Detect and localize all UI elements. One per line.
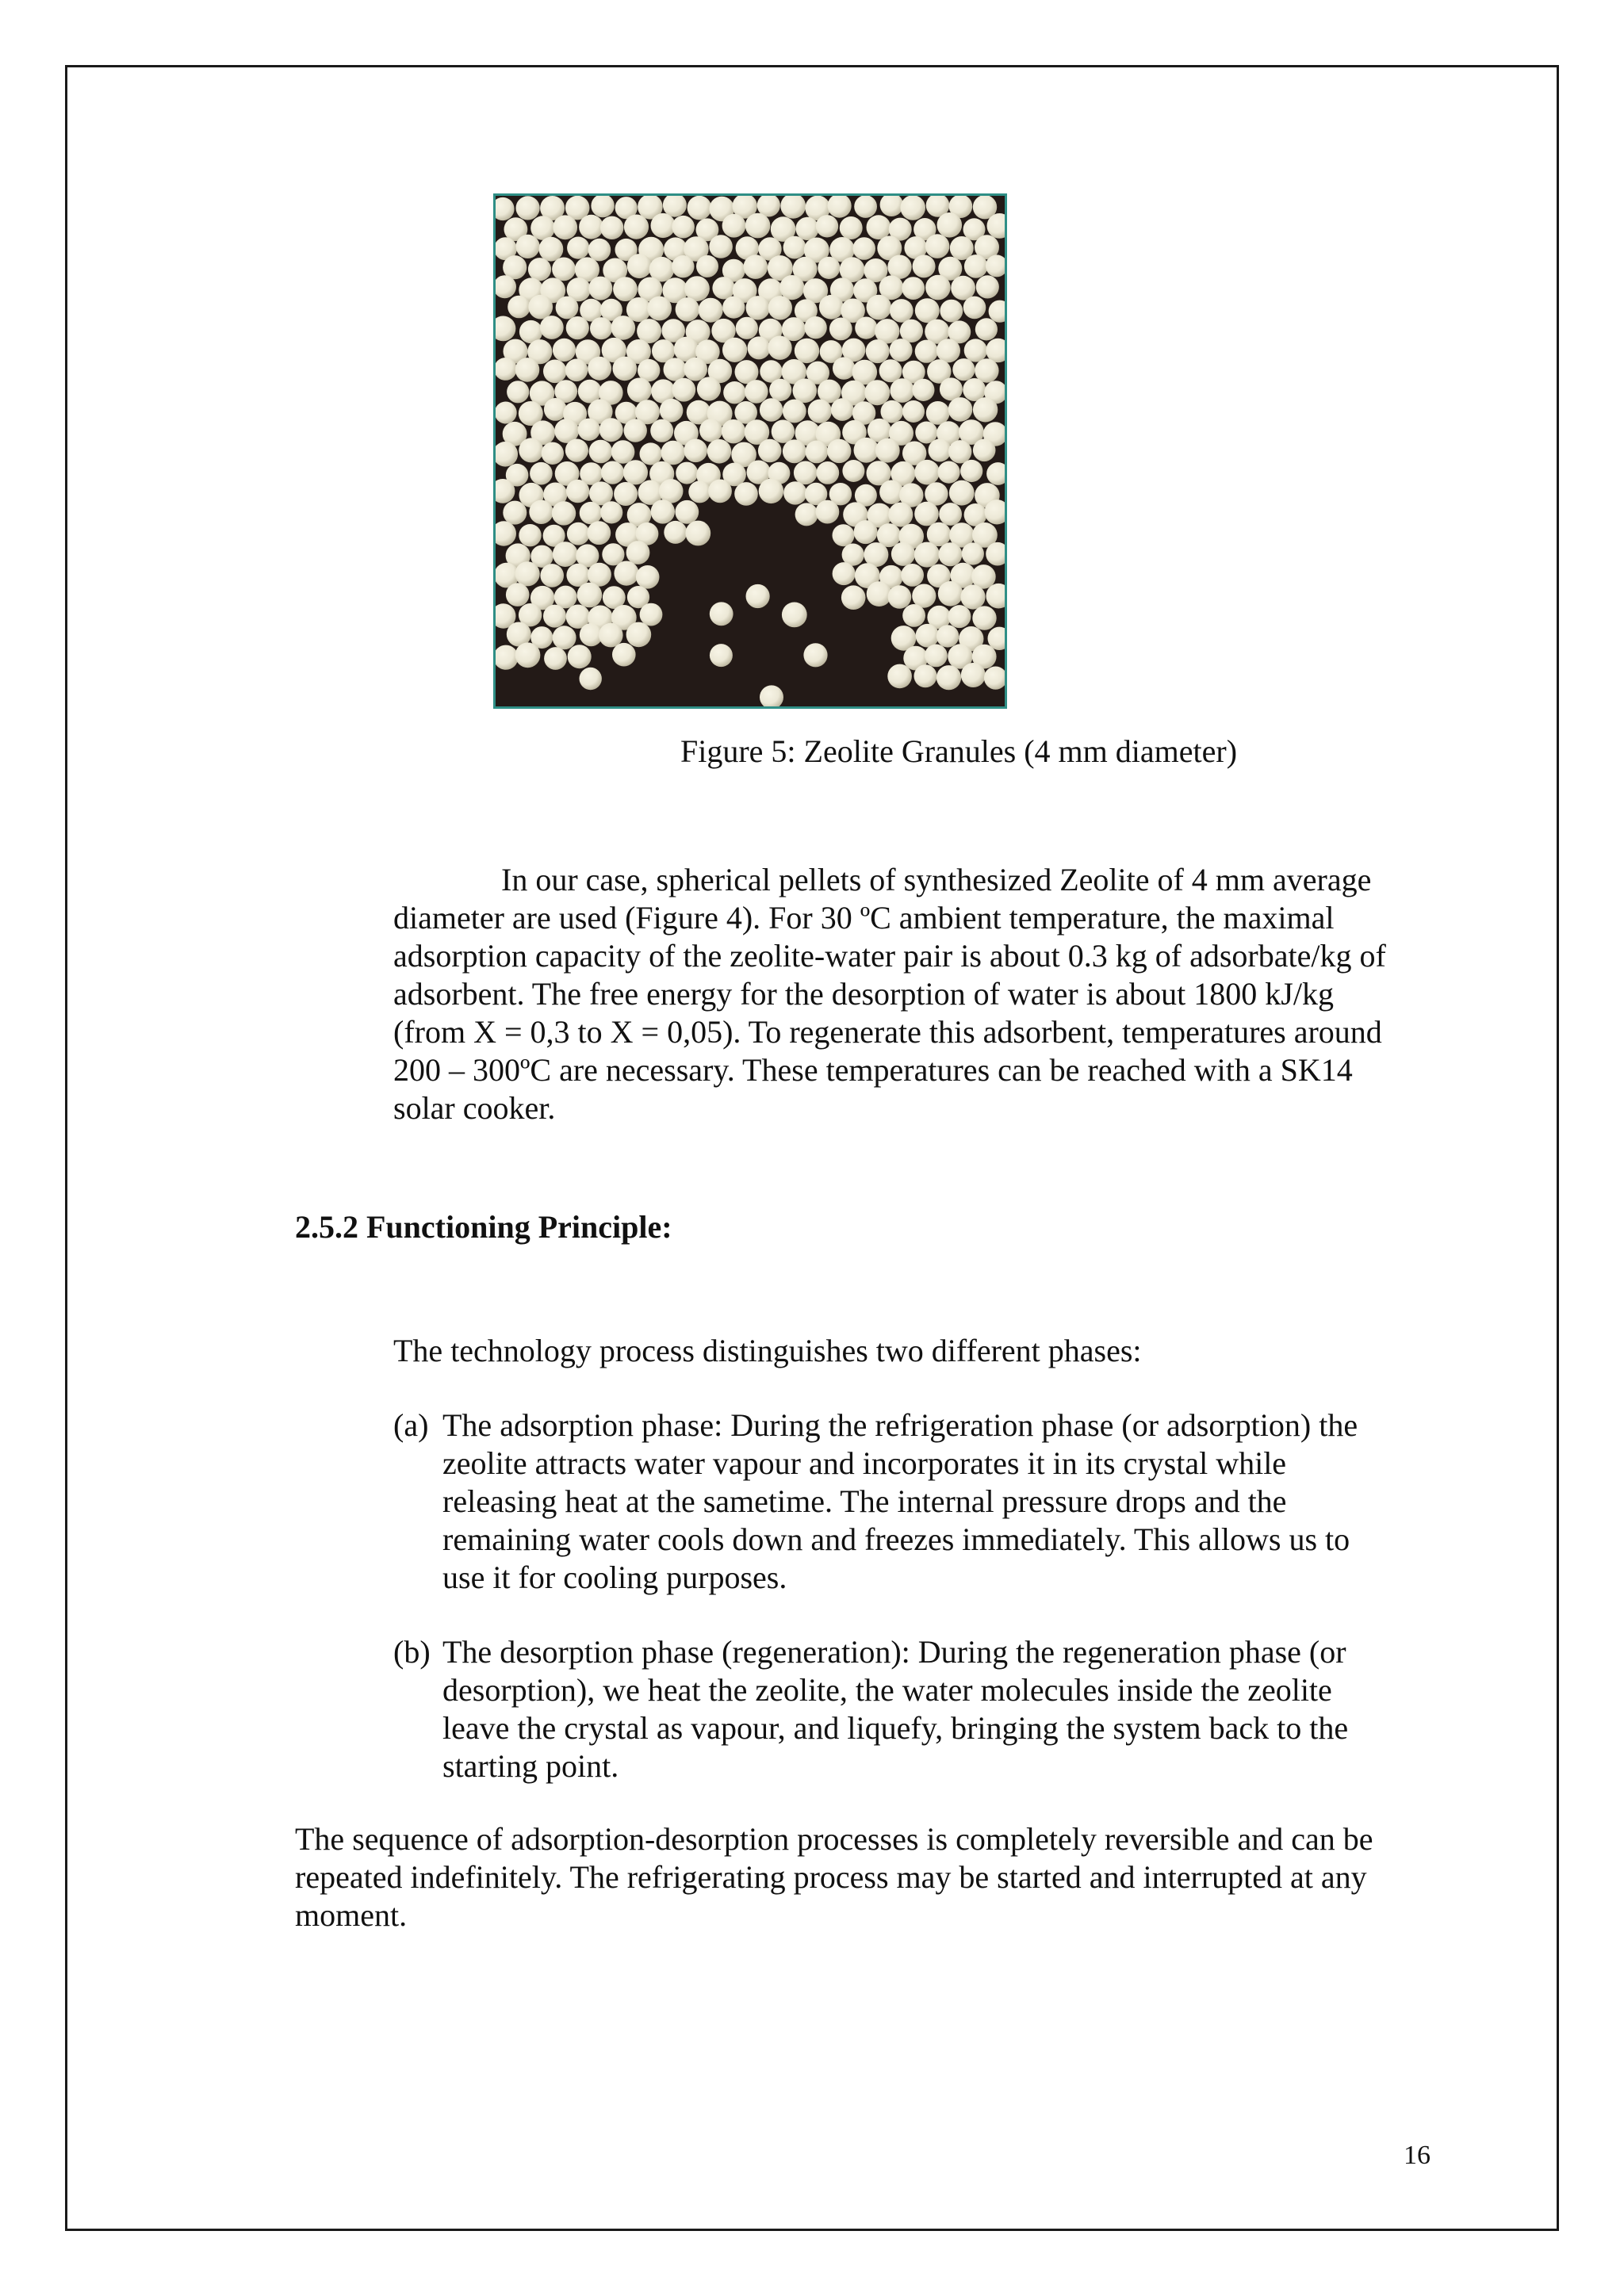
zeolite-granule	[516, 235, 540, 258]
zeolite-granule	[803, 643, 827, 667]
zeolite-granule	[973, 439, 996, 462]
zeolite-granule	[613, 277, 638, 301]
zeolite-granule	[975, 318, 998, 340]
list-item-adsorption	[393, 1406, 1440, 1597]
zeolite-granule	[699, 298, 723, 323]
paragraph-line: diameter are used (Figure 4). For 30 ºC ambient temperature, the maximal	[393, 900, 1335, 936]
zeolite-granule	[746, 584, 770, 608]
zeolite-granule	[640, 442, 662, 465]
list-item-line: remaining water cools down and freezes immediately. This allows us to	[442, 1521, 1350, 1557]
zeolite-granule	[664, 358, 687, 381]
zeolite-granule	[553, 339, 576, 362]
zeolite-granule	[867, 295, 892, 320]
zeolite-granule	[660, 399, 684, 423]
zeolite-granule	[661, 441, 686, 465]
zeolite-granule	[544, 398, 567, 421]
zeolite-granule	[530, 462, 553, 485]
zeolite-granule	[840, 216, 863, 239]
zeolite-granule	[852, 237, 875, 260]
zeolite-granule	[936, 665, 961, 690]
zeolite-granule	[552, 501, 576, 525]
zeolite-granule	[890, 378, 914, 403]
paragraph-line: (from X = 0,3 to X = 0,05). To regenerate this adsorbent, temperatures around	[393, 1014, 1382, 1050]
zeolite-granule	[659, 479, 684, 503]
zeolite-granule	[723, 381, 745, 404]
zeolite-granule	[590, 317, 612, 339]
zeolite-granule	[938, 581, 963, 607]
zeolite-granule	[708, 480, 732, 503]
zeolite-granule	[540, 564, 564, 587]
zeolite-granule	[816, 500, 840, 524]
zeolite-granule	[888, 585, 912, 609]
zeolite-granule	[612, 643, 636, 667]
page-number: 16	[1404, 2141, 1431, 2170]
zeolite-granule	[589, 440, 613, 464]
zeolite-granule	[794, 461, 818, 485]
zeolite-granule	[925, 234, 950, 258]
zeolite-granule	[611, 440, 635, 464]
zeolite-granule	[964, 339, 987, 362]
zeolite-granule	[539, 237, 564, 262]
zeolite-granule	[805, 441, 828, 464]
zeolite-granule	[599, 418, 623, 442]
zeolite-granule	[949, 480, 975, 506]
zeolite-granule	[783, 400, 806, 423]
zeolite-granule	[964, 254, 988, 278]
zeolite-granule	[936, 339, 960, 362]
paragraph-line: repeated indefinitely. The refrigerating process may be started and interrupted at any	[295, 1859, 1367, 1895]
zeolite-granule	[816, 461, 839, 484]
zeolite-granule	[829, 318, 852, 341]
zeolite-granule	[833, 357, 855, 379]
zeolite-granule	[528, 258, 551, 281]
zeolite-granule	[940, 377, 963, 400]
zeolite-granule	[601, 461, 624, 484]
zeolite-granule	[651, 499, 675, 523]
zeolite-granule	[529, 500, 553, 524]
zeolite-granule	[699, 419, 722, 442]
zeolite-granule	[929, 439, 952, 462]
zeolite-granule	[948, 397, 973, 422]
zeolite-granule	[508, 296, 530, 319]
zeolite-granule	[913, 254, 936, 277]
zeolite-granule	[902, 604, 925, 627]
zeolite-granule	[516, 196, 540, 220]
zeolite-granule	[925, 645, 948, 668]
zeolite-granule	[647, 297, 672, 321]
list-item-line: desorption), we heat the zeolite, the water molecules inside the zeolite	[442, 1672, 1332, 1708]
zeolite-granule	[578, 419, 600, 441]
zeolite-granule	[528, 295, 553, 320]
zeolite-granule	[745, 213, 771, 239]
zeolite-granule	[804, 316, 826, 339]
zeolite-granule	[515, 561, 540, 586]
zeolite-granule	[976, 275, 999, 298]
zeolite-granule	[506, 583, 530, 607]
zeolite-granule	[684, 439, 707, 463]
zeolite-granule	[948, 605, 971, 628]
paragraph-line: In our case, spherical pellets of synthesized Zeolite of 4 mm average	[501, 862, 1372, 897]
zeolite-granule	[875, 438, 900, 463]
zeolite-granule	[890, 299, 914, 323]
zeolite-granule	[577, 583, 603, 608]
zeolite-granule	[827, 439, 851, 463]
zeolite-granule	[556, 297, 579, 320]
zeolite-granule	[567, 237, 589, 259]
zeolite-granule	[972, 606, 996, 629]
zeolite-granule	[912, 379, 934, 401]
zeolite-granule	[553, 626, 576, 649]
zeolite-granule	[672, 255, 694, 277]
section-heading: 2.5.2 Functioning Principle:	[295, 1209, 672, 1245]
zeolite-granule	[613, 357, 638, 381]
zeolite-granule	[722, 214, 746, 238]
zeolite-granule	[938, 542, 962, 566]
zeolite-granule	[614, 561, 638, 586]
zeolite-granule	[867, 581, 892, 607]
list-marker: (a)	[393, 1407, 429, 1443]
list-marker: (b)	[393, 1634, 431, 1670]
zeolite-granule	[676, 462, 698, 484]
zeolite-granule	[636, 565, 660, 589]
zeolite-granule	[614, 482, 638, 506]
zeolite-granule	[900, 196, 925, 220]
zeolite-granule	[888, 503, 913, 527]
zeolite-granule	[768, 336, 791, 360]
list-item-desorption	[393, 1633, 1440, 1785]
zeolite-granule	[519, 524, 541, 546]
zeolite-granule	[567, 522, 590, 545]
zeolite-granule	[937, 212, 963, 238]
zeolite-granule	[808, 400, 832, 423]
list-item-line: starting point.	[442, 1748, 619, 1784]
zeolite-granule	[783, 439, 806, 463]
zeolite-granule	[515, 358, 540, 382]
zeolite-granule	[688, 196, 712, 220]
zeolite-granule	[650, 419, 673, 442]
zeolite-granule	[890, 339, 913, 362]
zeolite-granule	[891, 542, 915, 566]
zeolite-granule	[651, 213, 676, 238]
zeolite-granule	[553, 541, 578, 567]
list-item-line: zeolite attracts water vapour and incorporates it in its crystal while	[442, 1445, 1287, 1481]
paragraph-line: adsorbent. The free energy for the desorption of water is about 1800 kJ/kg	[393, 976, 1334, 1012]
zeolite-granule	[961, 663, 986, 687]
zeolite-granule	[540, 316, 564, 339]
list-item-line: use it for cooling purposes.	[442, 1559, 787, 1595]
zeolite-granule	[515, 642, 541, 668]
zeolite-granule	[768, 296, 792, 320]
zeolite-granule	[640, 603, 663, 626]
zeolite-granule	[626, 622, 652, 648]
zeolite-granule	[960, 460, 982, 482]
zeolite-granule	[709, 235, 733, 258]
zeolite-granule	[588, 277, 612, 300]
list-item-line: leave the crystal as vapour, and liquefy, bringing the system back to the	[442, 1710, 1349, 1746]
zeolite-granule	[611, 316, 636, 340]
zeolite-granule	[867, 215, 891, 239]
zeolite-granule	[599, 623, 623, 648]
zeolite-granule	[552, 258, 576, 281]
zeolite-granule	[833, 524, 855, 546]
list-item-line: The desorption phase (regeneration): During the regeneration phase (or	[442, 1634, 1346, 1670]
zeolite-granule	[519, 438, 543, 462]
zeolite-granule	[855, 317, 877, 339]
zeolite-granule	[902, 277, 925, 300]
zeolite-granule	[722, 338, 747, 362]
zeolite-granule	[915, 298, 940, 323]
zeolite-granule	[587, 521, 611, 545]
zeolite-granule	[795, 503, 818, 526]
zeolite-granule	[887, 255, 911, 279]
zeolite-granule	[565, 359, 588, 382]
zeolite-granule	[676, 297, 699, 321]
zeolite-granule	[496, 402, 517, 424]
paragraph-line: 200 – 300ºC are necessary. These temperatures can be reached with a SK14	[393, 1052, 1353, 1088]
zeolite-granule	[951, 276, 975, 300]
zeolite-granule	[902, 400, 925, 423]
zeolite-granule	[939, 503, 962, 526]
zeolite-granule	[627, 254, 652, 278]
zeolite-granule	[783, 481, 806, 504]
zeolite-granule	[914, 664, 937, 687]
zeolite-granule	[963, 297, 986, 320]
zeolite-granule	[854, 520, 878, 544]
zeolite-granule	[672, 216, 695, 239]
zeolite-granule	[779, 275, 804, 300]
zeolite-granule	[744, 254, 768, 279]
zeolite-granule	[926, 401, 950, 425]
zeolite-granule	[624, 215, 649, 239]
paragraph-sequence	[295, 1820, 1437, 1934]
zeolite-granule	[938, 461, 960, 484]
zeolite-granule	[736, 317, 758, 339]
zeolite-granule	[696, 255, 718, 277]
zeolite-granule	[626, 541, 650, 564]
zeolite-granule	[588, 357, 611, 381]
zeolite-granule	[565, 439, 588, 462]
zeolite-granule	[940, 300, 963, 323]
zeolite-granule	[623, 460, 648, 484]
zeolite-granule	[542, 442, 564, 465]
zeolite-granule	[579, 215, 603, 239]
zeolite-granule	[973, 397, 998, 422]
paragraph-line: solar cooker.	[393, 1090, 556, 1126]
zeolite-granule	[879, 359, 902, 382]
zeolite-granule	[831, 398, 854, 421]
zeolite-granule	[722, 297, 745, 319]
zeolite-granule	[866, 339, 890, 363]
zeolite-granule	[675, 500, 699, 524]
zeolite-granule	[712, 277, 734, 299]
list-item-line: The adsorption phase: During the refrigeration phase (or adsorption) the	[442, 1407, 1358, 1443]
zeolite-granules-photo	[493, 193, 1007, 709]
zeolite-granule	[600, 501, 622, 523]
zeolite-granule	[793, 379, 818, 404]
zeolite-granule	[960, 584, 985, 609]
paragraph-line: The sequence of adsorption-desorption processes is completely reversible and can be	[295, 1821, 1373, 1857]
zeolite-granules-image	[496, 196, 1005, 706]
zeolite-granule	[758, 439, 782, 463]
zeolite-granule	[707, 439, 732, 464]
paragraph-zeolite	[393, 861, 1432, 1127]
zeolite-granule	[503, 501, 527, 525]
zeolite-granule	[816, 215, 838, 237]
zeolite-granule	[914, 502, 939, 526]
zeolite-granule	[914, 460, 940, 485]
zeolite-granule	[684, 358, 707, 381]
zeolite-granule	[795, 217, 818, 240]
zeolite-granule	[914, 542, 940, 568]
zeolite-granule	[685, 521, 710, 546]
zeolite-granule	[962, 542, 984, 564]
zeolite-granule	[783, 236, 806, 259]
zeolite-granule	[624, 419, 647, 442]
zeolite-granule	[841, 585, 866, 610]
zeolite-granule	[544, 647, 567, 670]
zeolite-granule	[915, 340, 938, 363]
zeolite-granule	[543, 360, 567, 384]
zeolite-granule	[745, 380, 768, 404]
paragraph-line: moment.	[295, 1897, 408, 1933]
figure-caption: Figure 5: Zeolite Granules (4 mm diameter)	[680, 733, 1238, 769]
zeolite-granule	[782, 603, 807, 628]
zeolite-granule	[507, 381, 529, 403]
paragraph-line: adsorption capacity of the zeolite-water pair is about 0.3 kg of adsorbate/kg of	[393, 938, 1386, 974]
section-intro: The technology process distinguishes two different phases:	[393, 1333, 1142, 1368]
zeolite-granule	[948, 440, 971, 463]
zeolite-granule	[697, 377, 721, 400]
zeolite-granule	[710, 644, 733, 667]
zeolite-granule	[553, 215, 577, 239]
zeolite-granule	[627, 378, 652, 403]
zeolite-granule	[854, 196, 877, 218]
zeolite-granule	[588, 239, 611, 262]
list-item-line: releasing heat at the sametime. The internal pressure drops and the	[442, 1483, 1287, 1519]
zeolite-granule	[760, 398, 783, 421]
zeolite-granule	[819, 295, 844, 320]
zeolite-granule	[580, 668, 602, 690]
zeolite-granule	[722, 419, 745, 443]
zeolite-granule	[901, 564, 924, 587]
zeolite-granule	[748, 336, 771, 359]
zeolite-granule	[769, 379, 791, 401]
zeolite-granule	[664, 521, 687, 544]
zeolite-granule	[566, 480, 589, 503]
zeolite-granule	[688, 480, 710, 503]
zeolite-granule	[887, 664, 912, 689]
zeolite-granule	[600, 216, 623, 239]
zeolite-granule	[864, 380, 890, 405]
zeolite-granule	[580, 502, 602, 524]
zeolite-granule	[916, 624, 940, 648]
zeolite-granule	[543, 605, 566, 628]
zeolite-granule	[952, 358, 975, 381]
zeolite-granule	[566, 316, 589, 339]
zeolite-granule	[759, 479, 783, 503]
zeolite-granule	[854, 438, 879, 463]
zeolite-granule	[746, 296, 770, 320]
zeolite-granule	[772, 420, 795, 443]
zeolite-granule	[818, 257, 840, 279]
zeolite-granule	[936, 625, 959, 647]
zeolite-granule	[710, 602, 733, 626]
zeolite-granule	[842, 460, 864, 482]
zeolite-granule	[672, 378, 695, 402]
zeolite-granule	[925, 275, 951, 300]
zeolite-granule	[833, 562, 856, 585]
zeolite-granule	[568, 645, 592, 668]
zeolite-granule	[734, 482, 758, 506]
zeolite-granule	[795, 339, 819, 363]
